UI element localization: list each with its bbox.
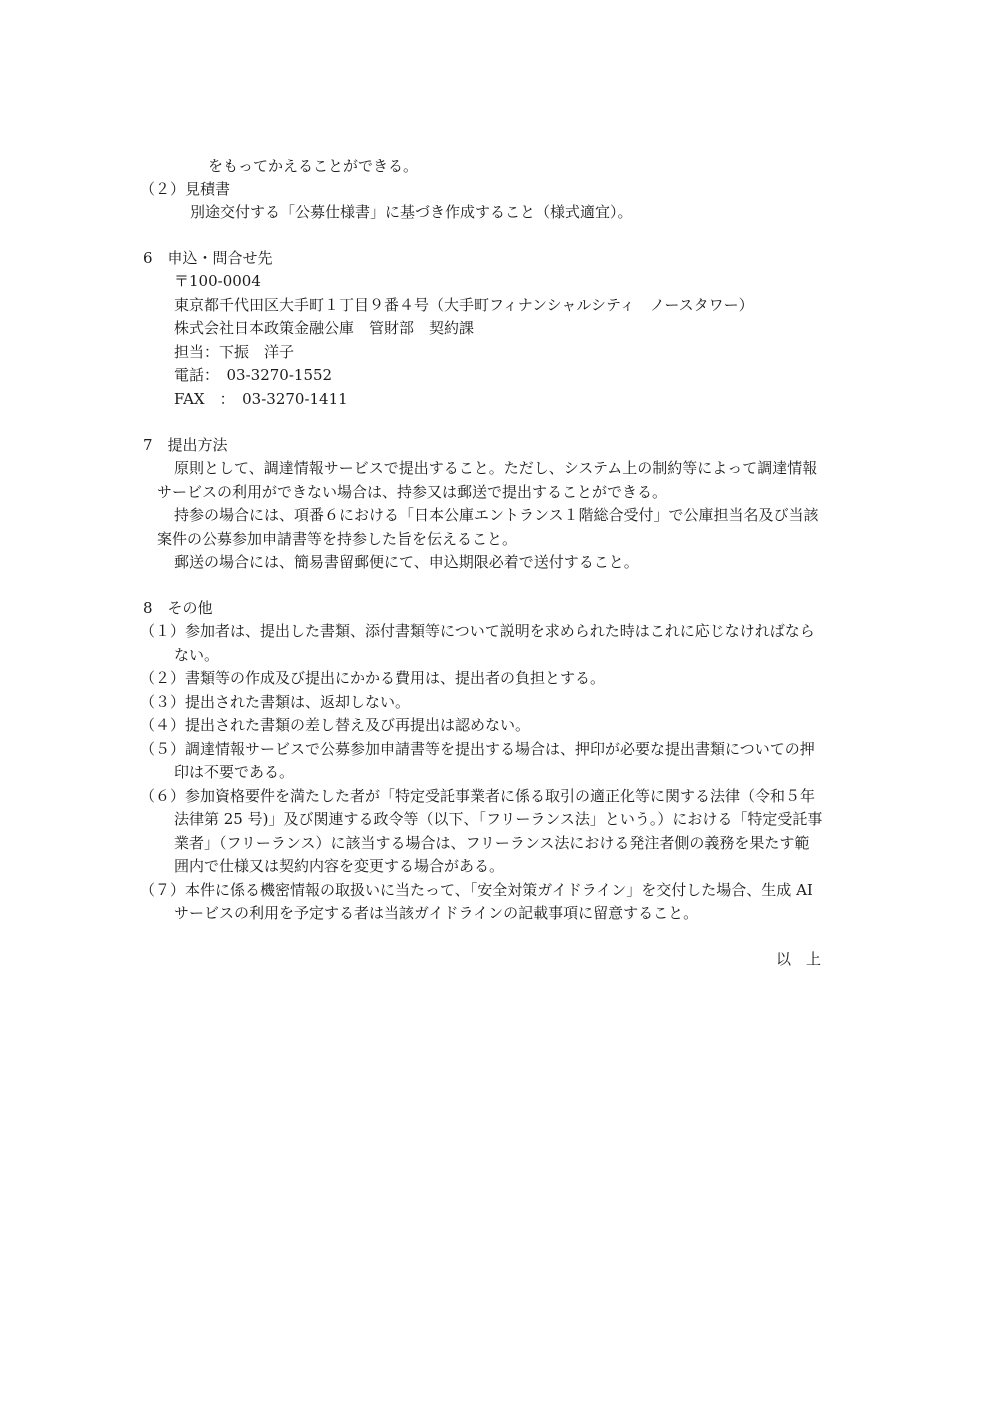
continuation-line: をもってかえることができる。: [208, 157, 419, 175]
fax: FAX ： 03-3270-1411: [174, 390, 348, 408]
section8-item4: （４）提出された書類の差し替え及び再提出は認めない。: [140, 716, 531, 734]
section8-item5-cont: 印は不要である。: [174, 763, 295, 781]
section7-heading: 7 提出方法: [143, 436, 228, 454]
section8-item3: （３）提出された書類は、返却しない。: [140, 693, 411, 711]
section8-item6-cont1: 法律第 25 号)」及び関連する政令等（以下、「フリーランス法」という。）における「特定受託事: [174, 810, 823, 828]
item2-heading: （２）見積書: [140, 180, 231, 198]
section8-item5: （５）調達情報サービスで公募参加申請書等を提出する場合は、押印が必要な提出書類についての押: [140, 740, 815, 758]
section8-item1-cont: ない。: [174, 646, 220, 664]
section7-para3: 郵送の場合には、簡易書留郵便にて、申込期限必着で送付すること。: [174, 553, 639, 571]
section8-item2: （２）書類等の作成及び提出にかかる費用は、提出者の負担とする。: [140, 669, 606, 687]
section8-heading: 8 その他: [143, 599, 213, 617]
section7-para2-cont: 案件の公募参加申請書等を持参した旨を伝えること。: [157, 530, 518, 548]
section8-item1: （１）参加者は、提出した書類、添付書類等について説明を求められた時はこれに応じなければなら: [140, 622, 815, 640]
organization: 株式会社日本政策金融公庫 管財部 契約課: [174, 319, 475, 337]
section8-item6-cont2: 業者」（フリーランス）に該当する場合は、フリーランス法における発注者側の義務を果たす範: [174, 834, 810, 852]
contact-person: 担当：下振 洋子: [174, 343, 295, 361]
section8-item7: （７）本件に係る機密情報の取扱いに当たって、「安全対策ガイドライン」を交付した場合、生成 AI: [140, 881, 813, 899]
section7-para2: 持参の場合には、項番６における「日本公庫エントランス１階総合受付」で公庫担当名及び当該: [174, 506, 819, 524]
section7-para1: 原則として、調達情報サービスで提出すること。ただし、システム上の制約等によって調達情報: [174, 459, 818, 477]
section8-item6: （６）参加資格要件を満たした者が「特定受託事業者に係る取引の適正化等に関する法律（令和５年: [140, 787, 816, 805]
section8-item7-cont: サービスの利用を予定する者は当該ガイドラインの記載事項に留意すること。: [174, 904, 699, 922]
section7-para1-cont: サービスの利用ができない場合は、持参又は郵送で提出することができる。: [157, 483, 668, 501]
section8-item6-cont3: 囲内で仕様又は契約内容を変更する場合がある。: [174, 857, 505, 875]
item2-text: 別途交付する「公募仕様書」に基づき作成すること（様式適宜）。: [190, 203, 633, 221]
address: 東京都千代田区大手町１丁目９番４号（大手町フィナンシャルシティ ノースタワー）: [174, 296, 754, 314]
closing-mark: 以 上: [776, 950, 822, 968]
section6-heading: 6 申込・問合せ先: [143, 249, 273, 267]
phone: 電話： 03-3270-1552: [174, 366, 333, 384]
postal-code: 〒100-0004: [174, 272, 261, 290]
